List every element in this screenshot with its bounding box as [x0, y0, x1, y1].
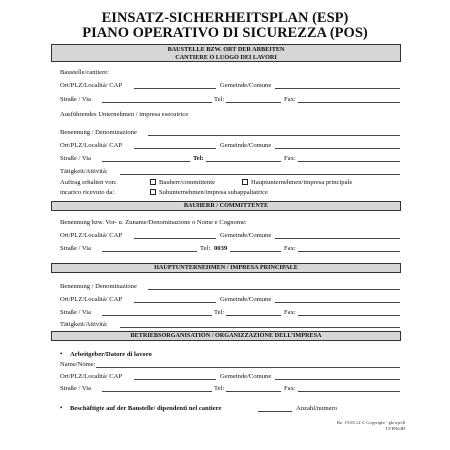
municipality-label: Gemeinde/Comune	[220, 373, 272, 380]
order-from-row-2	[60, 188, 400, 197]
section-header-main-contractor: HAUPTUNTERNEHMEN / IMPRESA PRINCIPALE	[51, 263, 401, 273]
company-street-row	[60, 154, 400, 163]
company-tel-field[interactable]	[206, 161, 281, 162]
subcontractor-checkbox-label: Subunternehmen/impresa subappaltatrice	[159, 189, 268, 196]
site-municipality-field[interactable]	[275, 88, 400, 89]
fax-label: Fax:	[284, 245, 296, 252]
order-from-row	[60, 178, 400, 187]
municipality-label: Gemeinde/Comune	[220, 82, 272, 89]
company-activity-field[interactable]	[120, 174, 400, 175]
client-fax-field[interactable]	[298, 251, 400, 252]
employer-municipality-field[interactable]	[275, 379, 400, 380]
section-header-construction-site	[51, 44, 401, 62]
site-fax-field[interactable]	[298, 102, 400, 103]
fax-label: Fax:	[284, 385, 296, 392]
client-location-field[interactable]	[134, 238, 216, 239]
subcontractor-checkbox[interactable]	[150, 189, 156, 195]
name-label: Name/Nome:	[60, 361, 96, 368]
location-label: Ort/PLZ/Località/ CAP	[60, 296, 123, 303]
main-contractor-municipality-field[interactable]	[275, 302, 400, 303]
copyright-footer: Rz. 19.03.12 © Copyright - gk/wp/dl	[336, 420, 405, 425]
client-street-row	[60, 244, 400, 253]
site-location-row	[60, 81, 400, 90]
document-title-italian: PIANO OPERATIVO DI SICUREZZA (POS)	[82, 25, 368, 41]
municipality-label: Gemeinde/Comune	[220, 296, 272, 303]
client-tel-value: 0039	[214, 245, 228, 252]
street-label: Straße / Via	[60, 245, 91, 252]
bullet-icon: •	[60, 404, 63, 412]
employees-row	[60, 404, 400, 413]
main-contractor-checkbox-label: Hauptunternehmen/impresa principale	[251, 179, 353, 186]
company-name-field[interactable]	[148, 135, 400, 136]
location-label: Ort/PLZ/Località/ CAP	[60, 142, 123, 149]
fax-label: Fax:	[284, 309, 296, 316]
site-tel-field[interactable]	[226, 102, 281, 103]
company-name-row	[60, 128, 400, 137]
activity-label: Tätigkeit/Attività:	[60, 321, 108, 328]
main-contractor-name-row	[60, 282, 400, 291]
street-label: Straße / Via	[60, 155, 91, 162]
company-location-field[interactable]	[134, 148, 216, 149]
main-contractor-street-field[interactable]	[102, 315, 212, 316]
section-header-line-1: BAUSTELLE BZW. ORT DER ARBEITEN	[167, 46, 285, 53]
client-municipality-field[interactable]	[275, 238, 400, 239]
municipality-label: Gemeinde/Comune	[220, 142, 272, 149]
main-contractor-activity-row	[60, 320, 400, 329]
footer-org: LVH/KdH	[385, 426, 405, 431]
bullet-icon: •	[60, 350, 63, 358]
municipality-label: Gemeinde/Comune	[220, 232, 272, 239]
employer-fax-field[interactable]	[298, 391, 400, 392]
section-header-client: BAUHERR / COMMITTENTE	[51, 201, 401, 211]
client-checkbox[interactable]	[150, 179, 156, 185]
section-header-line-2: CANTIERE O LUOGO DEI LAVORI	[175, 53, 277, 61]
section-header-company-organization: BETRIEBSORGANISATION / ORGANIZZAZIONE DELL’IMPRESA	[51, 331, 401, 341]
street-label: Straße / Via	[60, 96, 91, 103]
employer-location-field[interactable]	[134, 379, 216, 380]
main-contractor-tel-field[interactable]	[226, 315, 281, 316]
tel-label: Tel:	[193, 155, 204, 162]
order-received-label-italian: incarico ricevuto da:	[60, 189, 115, 196]
location-label: Ort/PLZ/Località/ CAP	[60, 232, 123, 239]
main-contractor-street-row	[60, 308, 400, 317]
location-label: Ort/PLZ/Località/ CAP	[60, 82, 123, 89]
main-contractor-fax-field[interactable]	[298, 315, 400, 316]
company-activity-row	[60, 167, 400, 176]
company-name-label: Benennung / Denominazione	[60, 283, 137, 290]
site-label: Baustelle/cantiere:	[60, 69, 110, 76]
count-label: Anzahl/numero	[296, 405, 338, 412]
street-label: Straße / Via	[60, 309, 91, 316]
order-received-label: Auftrag erhalten von:	[60, 179, 117, 186]
main-contractor-name-field[interactable]	[148, 289, 400, 290]
client-name-label: Benennung bzw. Vor- u. Zuname/Denominazione o Nome e Cognome:	[60, 219, 247, 226]
company-municipality-field[interactable]	[275, 148, 400, 149]
company-location-row	[60, 141, 400, 150]
activity-label: Tätigkeit/Attività:	[60, 168, 108, 175]
tel-label: Tel:	[214, 309, 225, 316]
employer-street-field[interactable]	[102, 391, 212, 392]
employees-label: Beschäftigte auf der Baustelle/ dipendenti nel cantiere	[70, 405, 222, 412]
street-label: Straße / Via	[60, 385, 91, 392]
main-contractor-activity-field[interactable]	[120, 327, 400, 328]
employer-name-field[interactable]	[96, 367, 400, 368]
employer-location-row	[60, 372, 400, 381]
client-checkbox-label: Bauherr/committente	[159, 179, 216, 186]
tel-label: Tel:	[200, 245, 211, 252]
main-contractor-location-row	[60, 295, 400, 304]
fax-label: Fax:	[284, 96, 296, 103]
company-street-field[interactable]	[102, 161, 190, 162]
client-name-label-row	[60, 218, 400, 227]
document-title-german: EINSATZ-SICHERHEITSPLAN (ESP)	[101, 10, 349, 26]
employer-street-row	[60, 384, 400, 393]
fax-label: Fax:	[284, 155, 296, 162]
employer-label: Arbeitgeber/Datore di lavoro	[70, 351, 152, 358]
client-location-row	[60, 231, 400, 240]
site-street-row	[60, 95, 400, 104]
company-fax-field[interactable]	[298, 161, 400, 162]
location-label: Ort/PLZ/Località/ CAP	[60, 373, 123, 380]
employer-tel-field[interactable]	[226, 391, 281, 392]
employer-heading-row	[60, 350, 400, 359]
executing-company-heading-row	[60, 110, 400, 119]
employees-count-field[interactable]	[258, 411, 292, 412]
tel-label: Tel:	[214, 96, 225, 103]
company-name-label: Benennung / Denominazione	[60, 129, 137, 136]
site-street-field[interactable]	[102, 102, 212, 103]
tel-label: Tel:	[214, 385, 225, 392]
main-contractor-location-field[interactable]	[134, 302, 216, 303]
employer-name-row	[60, 360, 400, 369]
site-location-field[interactable]	[134, 88, 216, 89]
client-tel-field[interactable]	[230, 251, 281, 252]
client-street-field[interactable]	[102, 251, 197, 252]
site-label-row	[60, 68, 400, 77]
main-contractor-checkbox[interactable]	[242, 179, 248, 185]
executing-company-label: Ausführendes Unternehmen / impresa esecutrice	[60, 111, 189, 118]
